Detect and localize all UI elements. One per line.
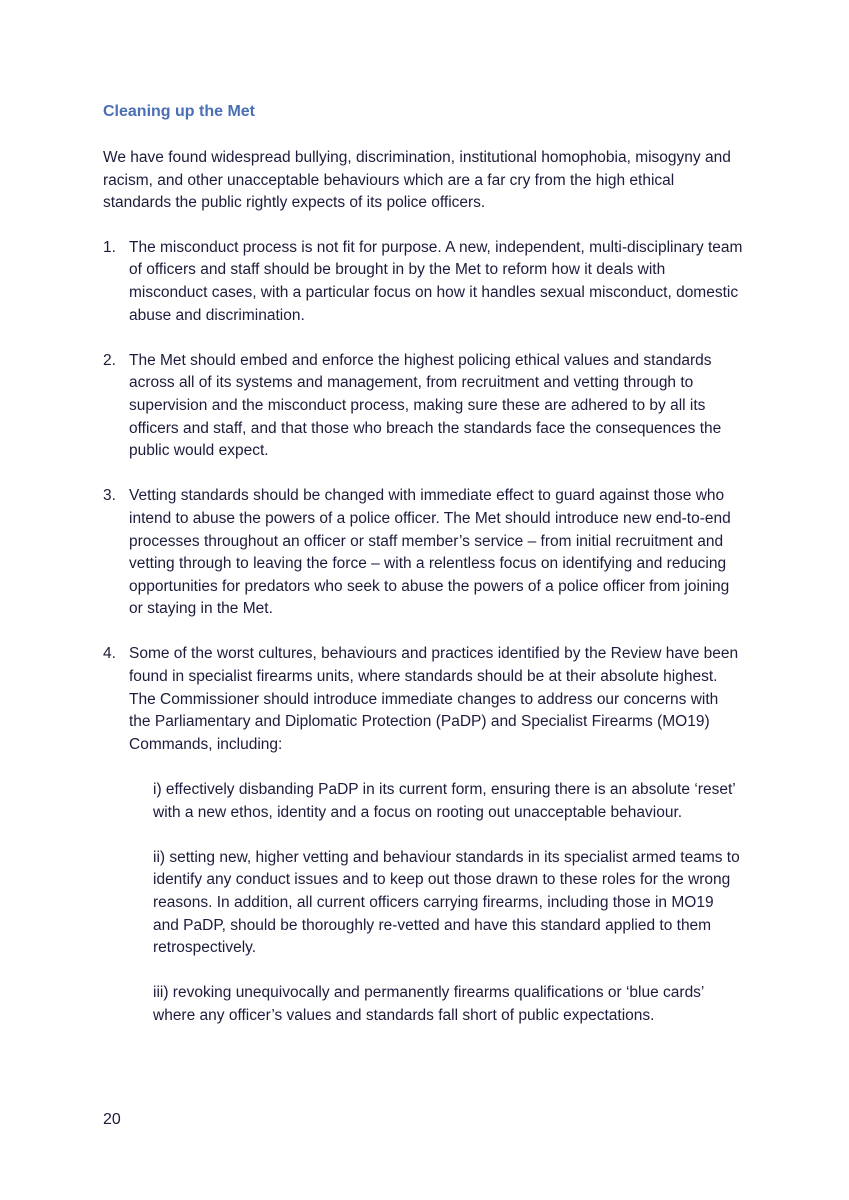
item-text: Some of the worst cultures, behaviours and practices identified by the Review have been found in specialist firearms units, where standards should be at their absolute highest. The Commissioner should introduce immediate changes to address our concerns with the Parliamentary and Diplomatic Protection (PaDP) and Specialist Firearms (MO19) Commands, including: [129,645,739,753]
item-text: Vetting standards should be changed with immediate effect to guard against those who intend to abuse the powers of a police officer. The Met should introduce new end-to-end processes throughout an officer or staff member’s service – from initial recruitment and vetting through to leaving the force – with a relentless focus on identifying and reducing opportunities for predators who seek to abuse the powers of a police officer from joining or staying in the Met. [129,487,731,618]
page-number: 20 [103,1111,121,1128]
section-heading: Cleaning up the Met [103,103,255,120]
item-number: 3. [103,487,116,505]
recommendations-list [103,237,743,1028]
sub-item: i) effectively disbanding PaDP in its current form, ensuring there is an absolute ‘reset’ with a new ethos, identity and a focus on rooting out unacceptable behaviour. [153,781,736,821]
list-item [103,237,743,327]
item-number: 4. [103,645,116,663]
item-number: 2. [103,351,116,369]
document-page [103,101,743,1050]
item-text: The misconduct process is not fit for purpose. A new, independent, multi-disciplinary team of officers and staff should be brought in by the Met to reform how it deals with misconduct cases, with a particular focus on how it handles sexual misconduct, domestic abuse and discrimination. [129,238,743,324]
list-item [103,350,743,463]
list-item [103,643,743,1027]
list-item [103,485,743,621]
intro-paragraph: We have found widespread bullying, discrimination, institutional homophobia, misogyny and racism, and other unacceptable behaviours which are a far cry from the high ethical standards the public rightly expects of its police officers. [103,149,731,212]
sub-item: ii) setting new, higher vetting and behaviour standards in its specialist armed teams to identify any conduct issues and to keep out those drawn to these roles for the wrong reasons. In addition, all current officers carrying firearms, including those in MO19 and PaDP, should be thoroughly re-vetted and have this standard applied to them retrospectively. [153,848,740,957]
item-text: The Met should embed and enforce the highest policing ethical values and standards across all of its systems and management, from recruitment and vetting through to supervision and the misconduct process, making sure these are adhered to by all its officers and staff, and that those who breach the standards face the consequences the public would expect. [129,351,722,460]
item-number: 1. [103,238,116,256]
sub-item: iii) revoking unequivocally and permanently firearms qualifications or ‘blue cards’ where any officer’s values and standards fall short of public expectations. [153,984,704,1024]
